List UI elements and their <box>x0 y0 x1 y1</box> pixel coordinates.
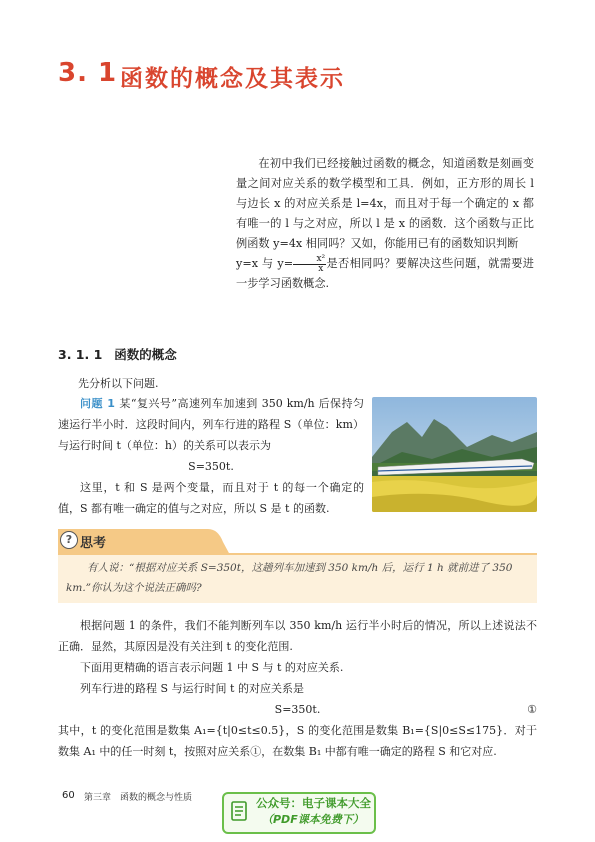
problem-explain: 这里，t 和 S 是两个变量，而且对于 t 的每一个确定的值，S 都有唯一确定的值与之对应，所以 S 是 t 的函数. <box>58 481 364 515</box>
subsection-title: 函数的概念 <box>114 347 177 362</box>
intro-y-eq-x: y=x 与 y= <box>236 257 294 270</box>
intro-text-b: 是否相同吗？要解决这些问题，就需要进一步学习函数概念. <box>236 257 534 290</box>
stamp-line-1: 公众号：电子课本大全 <box>256 796 371 810</box>
think-title: 思考 <box>80 536 107 551</box>
section-number: 3. 1 <box>58 58 118 88</box>
body-p1: 根据问题 1 的条件，我们不能判断列车以 350 km/h 运行半小时后的情况，所以上述说法不正确．显然，其原因是没有关注到 t 的变化范围. <box>58 619 537 653</box>
train-photo <box>372 397 537 512</box>
page-number: 60 <box>62 790 75 801</box>
body-paragraphs <box>58 615 537 762</box>
problem-1 <box>58 393 364 519</box>
intro-paragraph <box>236 154 534 294</box>
body-equation: S=350t. <box>274 703 321 716</box>
stamp-line-2: （PDF课本免费下） <box>262 813 364 826</box>
think-header-bar <box>58 529 537 555</box>
fraction-denominator: x <box>318 263 324 274</box>
body-p3: 列车行进的路程 S 与运行时间 t 的对应关系是 <box>80 682 304 695</box>
body-p2: 下面用更精确的语言表示问题 1 中 S 与 t 的对应关系. <box>80 661 344 674</box>
book-icon <box>230 800 250 822</box>
problem-label: 问题 1 <box>80 397 115 410</box>
think-text: 有人说：“根据对应关系 S=350t，这趟列车加速到 350 km/h 后，运行 1 h 就前进了 350 km.”你认为这个说法正确吗? <box>66 562 513 594</box>
subsection-heading <box>58 345 189 363</box>
intro-text-a: 在初中我们已经接触过函数的概念，知道函数是刻画变量之间对应关系的数学模型和工具．例如，正方形的周长 l 与边长 x 的对应关系是 l=4x，而且对于每一个确定的 x 都有唯一的 l 与之对应，所以 l 是 x 的函数．这个函数与正比例函数 y=4x 相同吗？又如，你能用已有的函数知识判断 <box>236 157 534 250</box>
chapter-label: 第三章 函数的概念与性质 <box>84 793 193 803</box>
equation-marker: ① <box>527 703 537 716</box>
page-title: 函数的概念及其表示 <box>120 66 345 92</box>
lead-sentence: 先分析以下问题. <box>78 377 159 390</box>
equation-line <box>58 699 537 720</box>
fraction-x2-over-x <box>293 255 326 274</box>
problem-equation: S=350t. <box>188 460 234 473</box>
question-icon: ? <box>60 531 78 549</box>
subsection-number: 3. 1. 1 <box>58 347 103 362</box>
body-p4: 其中，t 的变化范围是数集 A₁={t|0≤t≤0.5}，S 的变化范围是数集 B₁={S|0≤S≤175}．对于数集 A₁ 中的任一时刻 t，按照对应关系①，在数集 B₁ 中都有唯一确定的路程 S 和它对应. <box>58 724 537 758</box>
fraction-numerator: x² <box>293 255 326 265</box>
problem-text: 某“复兴号”高速列车加速到 350 km/h 后保持匀速运行半小时．这段时间内，列车行进的路程 S（单位：km）与运行时间 t（单位：h）的关系可以表示为 <box>58 397 364 452</box>
